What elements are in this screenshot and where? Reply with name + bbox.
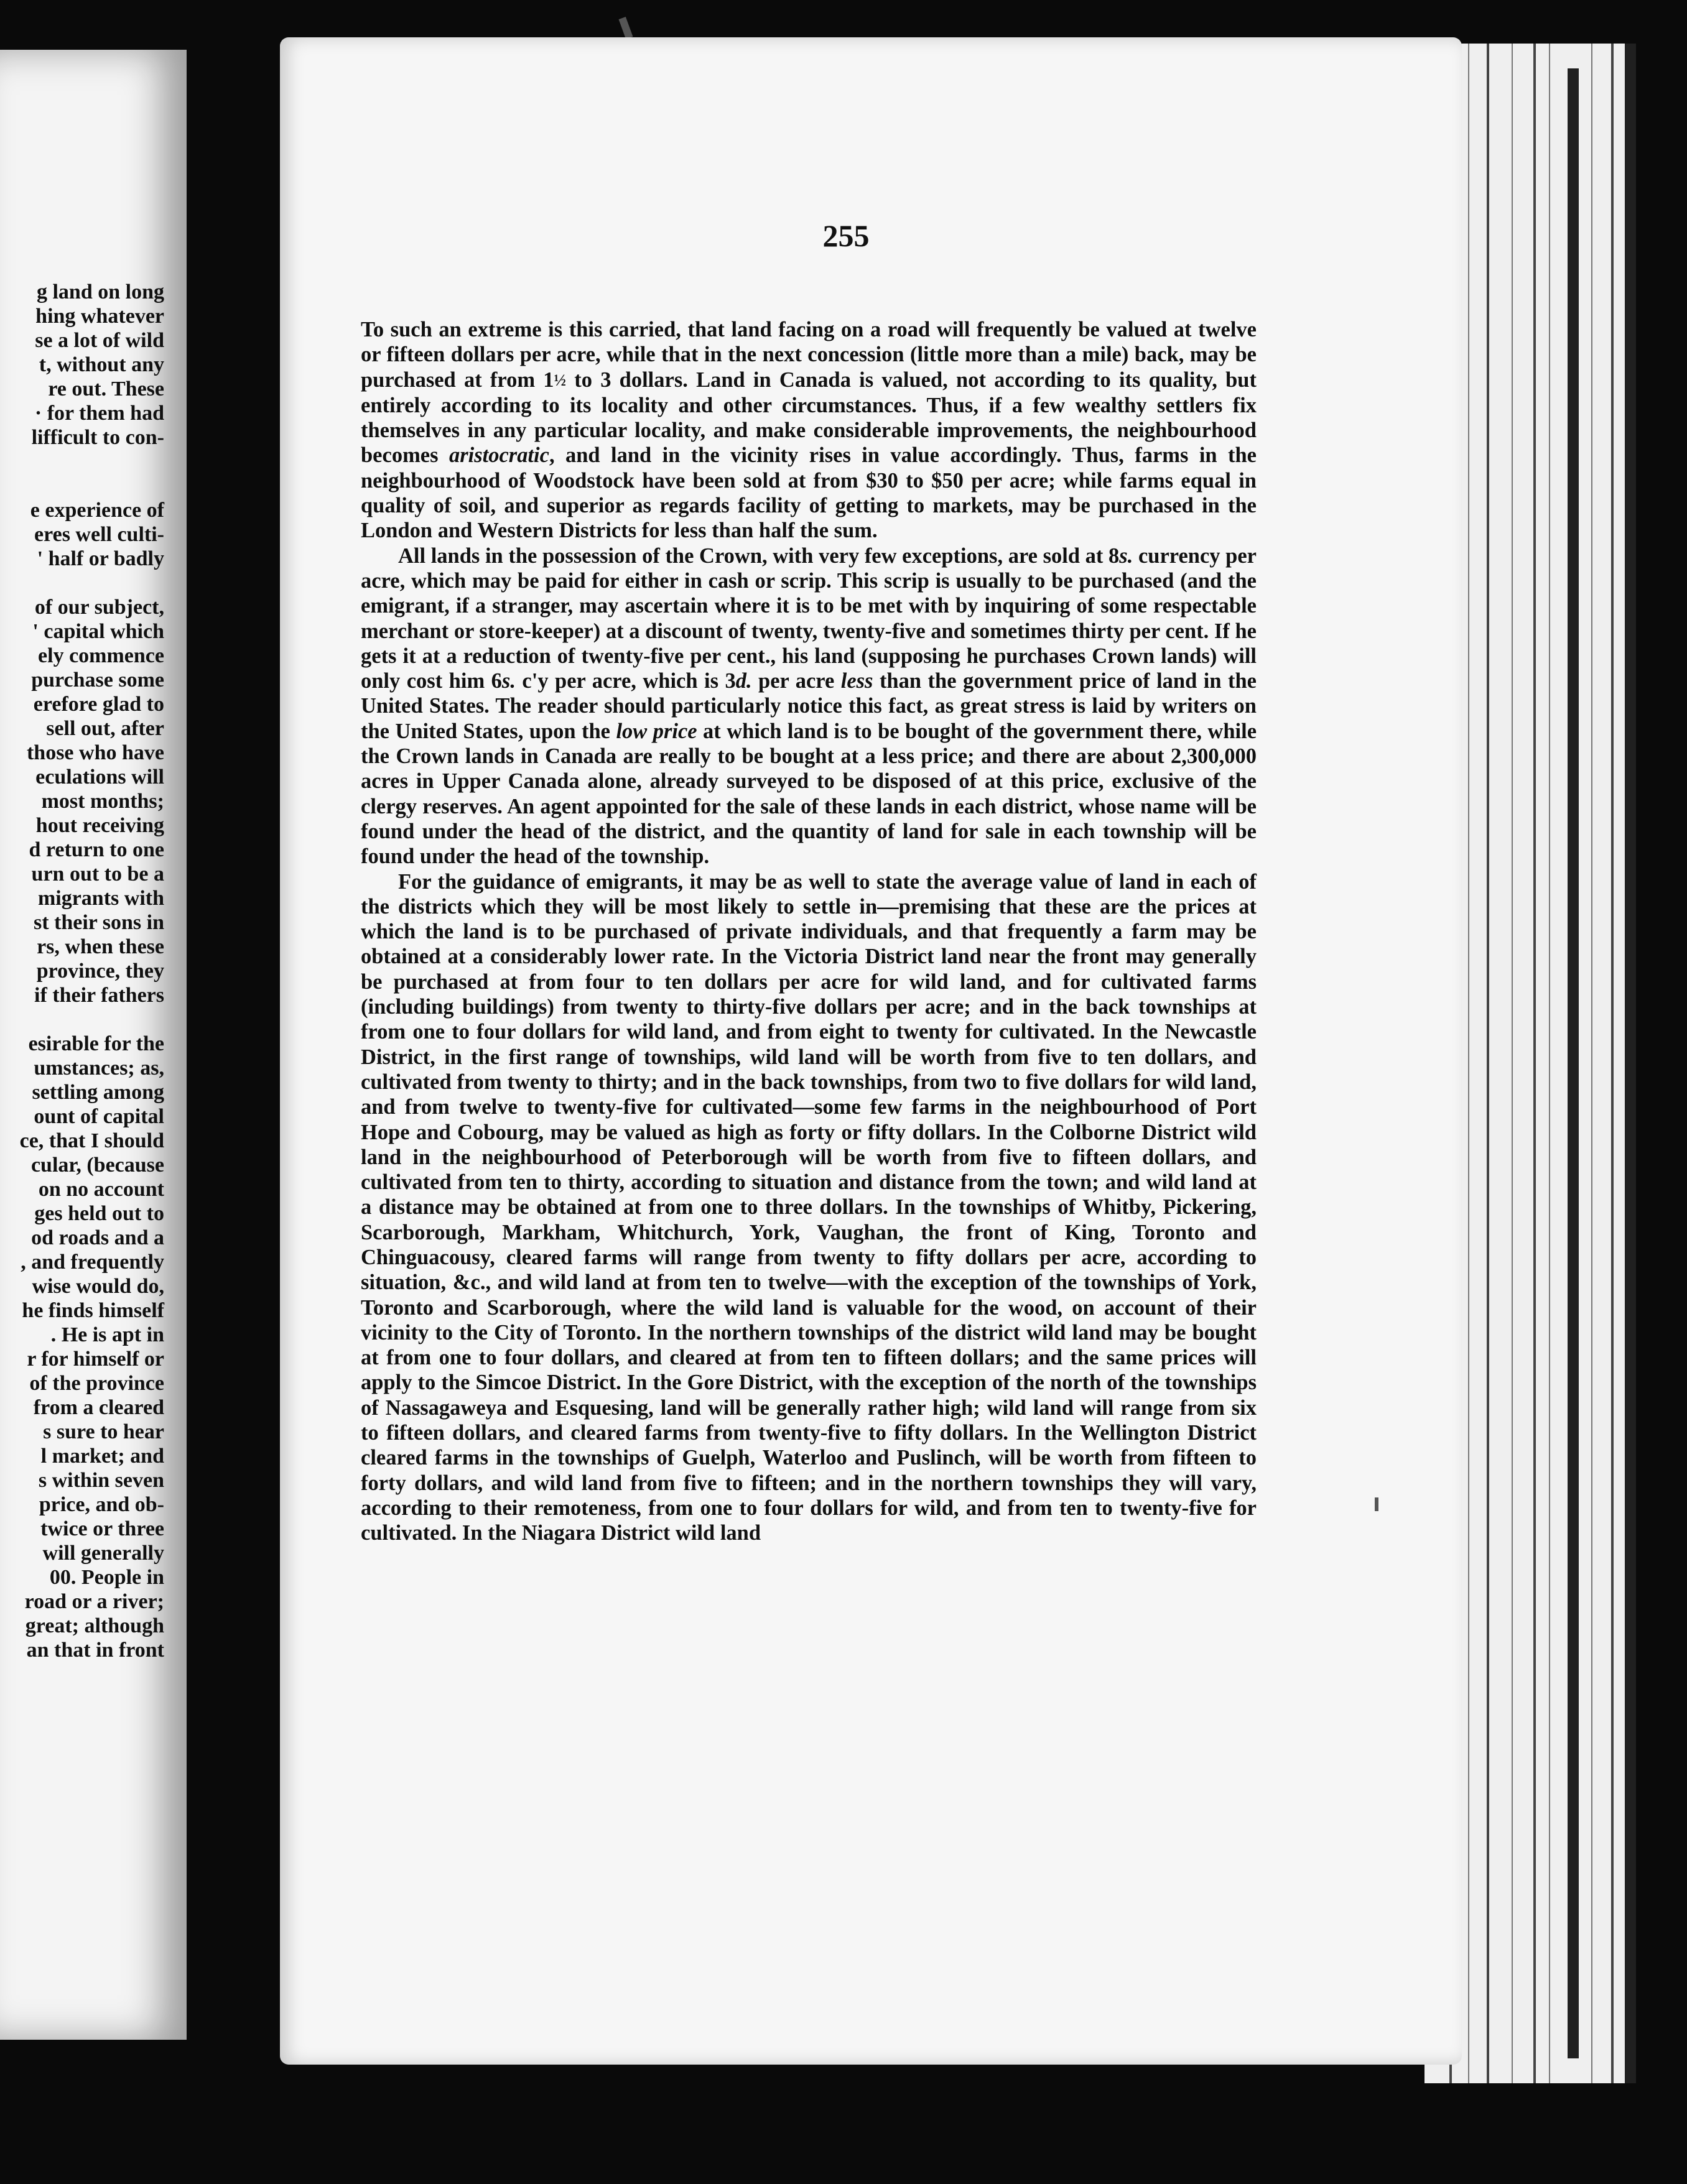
left-page-line: se a lot of wild: [35, 329, 164, 352]
left-page-line: eculations will: [35, 766, 164, 789]
left-page-line: t, without any: [39, 353, 164, 376]
left-page-line: e experience of: [30, 499, 164, 522]
left-page-line: · for them had: [34, 402, 164, 425]
left-page-line: on no account: [38, 1178, 164, 1201]
left-page-line: price, and ob-: [39, 1493, 164, 1516]
left-page-line: g land on long: [36, 280, 164, 303]
left-page-line: r for himself or: [27, 1348, 164, 1371]
left-page-line: ce, that I should: [19, 1129, 164, 1152]
left-page-line: eres well culti-: [34, 523, 164, 546]
left-page-line: umstances; as,: [34, 1057, 164, 1080]
left-page-line: of the province: [29, 1372, 164, 1395]
left-page-line: settling among: [32, 1081, 164, 1104]
left-page-line: most months;: [41, 790, 164, 813]
left-page-line: s within seven: [38, 1469, 164, 1492]
left-page-line: province, they: [36, 960, 164, 983]
left-page-line: [0, 571, 164, 595]
left-page: [0, 50, 187, 2040]
left-page-line: road or a river;: [24, 1590, 164, 1613]
paragraph-3: For the guidance of emigrants, it may be as well to state the average value of land in each of the districts which they will be most likely to settle in—premising that these are the prices at which the land is to be purchased of private individuals, and that frequently a farm may be obtained at a considerably lower rate. In the Victoria District land near the front may generally be purchased at from four to ten dollars per acre for wild land, and for cultivated farms (including buildings) from twenty to thirty-five dollars per acre; and in the back townships at from one to four dollars for wild land, and from eight to twenty for cultivated. In the Newcastle District, in the first range of townships, wild land will be worth from five to ten dollars, and cultivated from twenty to thirty; and in the back townships, from two to five dollars for wild land, and from twelve to twenty-five for cultivated—some few farms in the neighbourhood of Port Hope and Cobourg, may be valued as high as forty or fifty dollars. In the Colborne District wild land in the neighbourhood of Peterborough will be worth from five to fifteen dollars, and cultivated from ten to thirty, according to situation and distance from the town; and wild land at a distance may be obtained at from one to three dollars. In the townships of Whitby, Pickering, Scarborough, Markham, Whitchurch, York, Vaughan, the front of King, Toronto and Chinguacousy, cleared farms will range from twenty to fifty dollars per acre, according to situation, &c., and wild land at from ten to twelve—with the exception of the townships of York, Toronto and Scarborough, where the wild land is valuable for the wood, on account of their vicinity to the City of Toronto. In the northern townships of the district wild land may be bought at from one to four dollars, and cleared at from ten to fifteen dollars; and the same prices will apply to the Simcoe District. In the Gore District, with the exception of the north of the townships of Nassagaweya and Esquesing, land will be generally rather high; wild land will range from six to fifteen dollars, and cleared farms from twenty-five to fifty dollars. In the Wellington District cleared farms in the townships of Guelph, Waterloo and Puslinch, will be worth from fifteen to forty dollars, and wild land from five to fifteen; and in the northern townships they will vary, according to their remoteness, from one to four dollars for wild, and from ten to twenty-five for cultivated. In the Niagara District wild land: [361, 869, 1257, 1545]
left-page-line: he finds himself: [22, 1299, 164, 1322]
left-page-line: hout receiving: [35, 814, 164, 837]
left-page-line: purchase some: [31, 669, 164, 692]
left-page-line: lifficult to con-: [31, 426, 164, 449]
left-page-line: l market; and: [40, 1445, 164, 1468]
page-body: [361, 317, 1257, 1546]
margin-mark: [1375, 1497, 1378, 1511]
left-page-line: hing whatever: [35, 305, 164, 328]
left-page-line: erefore glad to: [33, 693, 164, 716]
left-page-line: re out. These: [48, 377, 164, 400]
left-page-line: d return to one: [29, 838, 164, 861]
left-page-line: urn out to be a: [31, 863, 164, 886]
left-page-line: wise would do,: [32, 1275, 164, 1298]
left-page-line: will generally: [42, 1542, 164, 1565]
left-page-line: ' capital which: [32, 620, 164, 643]
left-page-line: esirable for the: [28, 1032, 164, 1055]
left-page-line: 00. People in: [49, 1566, 164, 1589]
book-page: [280, 37, 1462, 2065]
left-page-line: sell out, after: [46, 717, 164, 740]
left-page-line: of our subject,: [34, 596, 164, 619]
left-page-line: an that in front: [26, 1639, 164, 1662]
left-page-line: those who have: [26, 741, 164, 764]
left-page-line: [0, 450, 164, 474]
left-page-line: [0, 474, 164, 498]
left-page-text: [0, 280, 164, 1662]
left-page-line: twice or three: [40, 1517, 164, 1540]
left-page-line: [0, 1007, 164, 1032]
left-page-line: from a cleared: [33, 1396, 164, 1419]
page-number: 255: [822, 218, 870, 253]
left-page-line: , and frequently: [21, 1251, 164, 1274]
left-page-line: st their sons in: [33, 911, 164, 934]
left-page-line: ' half or badly: [37, 547, 164, 570]
left-page-line: great; although: [25, 1614, 164, 1637]
scan-mark: [619, 17, 633, 39]
left-page-line: s sure to hear: [43, 1420, 164, 1443]
left-page-line: ount of capital: [34, 1105, 164, 1128]
left-page-line: ely commence: [38, 644, 164, 667]
left-page-line: od roads and a: [31, 1226, 164, 1249]
left-page-line: cular, (because: [30, 1154, 164, 1177]
left-page-line: if their fathers: [34, 984, 164, 1007]
paragraph-1: To such an extreme is this carried, that land facing on a road will frequently be valued at twelve or fifteen dollars per acre, while that in the next concession (little more than a mile) back, may be purchased at from 1½ to 3 dollars. Land in Canada is valued, not according to its quality, but entirely according to its locality and other circumstances. Thus, if a few wealthy settlers fix themselves in any particular locality, and make considerable improvements, the neighbourhood becomes aristocratic, and land in the vicinity rises in value accordingly. Thus, farms in the neighbourhood of Woodstock have been sold at from $30 to $50 per acre; while farms equal in quality of soil, and superior as regards facility of getting to markets, may be purchased in the London and Western Districts for less than half the sum.: [361, 318, 1257, 543]
left-page-line: rs, when these: [37, 935, 164, 958]
left-page-line: ges held out to: [34, 1202, 164, 1225]
left-page-line: migrants with: [37, 887, 164, 910]
left-page-line: . He is apt in: [50, 1323, 164, 1346]
paragraph-2: All lands in the possession of the Crown, with very few exceptions, are sold at 8s. currency per acre, which may be paid for either in cash or scrip. This scrip is usually to be purchased (and the emigrant, if a stranger, may ascertain where it is to be met with by inquiring of some respectable merchant or store-keeper) at a discount of twenty, twenty-five and sometimes thirty per cent. If he gets it at a reduction of twenty-five per cent., his land (supposing he purchases Crown lands) will only cost him 6s. c'y per acre, which is 3d. per acre less than the government price of land in the United States. The reader should particularly notice this fact, as great stress is laid by writers on the United States, upon the low price at which land is to be bought of the government there, while the Crown lands in Canada are really to be bought at a less price; and there are about 2,300,000 acres in Upper Canada alone, already surveyed to be disposed of at this price, exclusive of the clergy reserves. An agent appointed for the sale of these lands in each district, whose name will be found under the head of the district, and the quantity of land for sale in each township will be found under the head of the township.: [361, 544, 1257, 869]
